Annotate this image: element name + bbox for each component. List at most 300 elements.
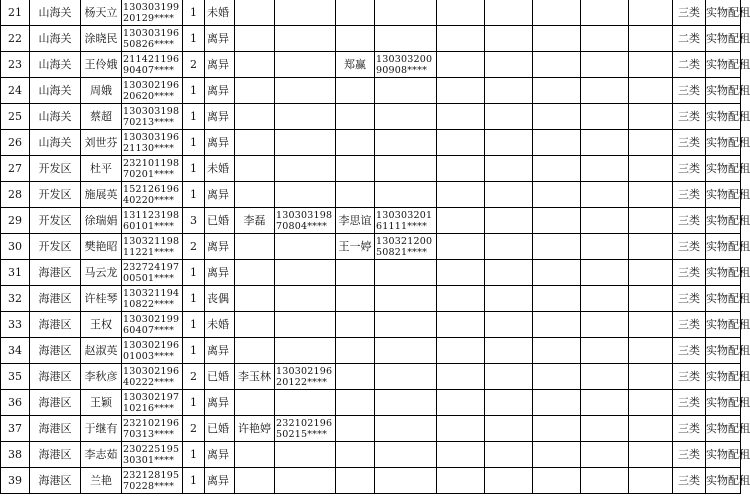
blank-cell (533, 390, 581, 416)
blank-cell (437, 286, 485, 312)
allocation-mode-cell: 实物配租 (706, 182, 741, 208)
applicant-name-cell: 李志茹 (81, 442, 122, 468)
household-size-cell: 1 (183, 78, 205, 104)
household-size-cell: 1 (183, 390, 205, 416)
row-number-cell: 21 (1, 0, 30, 26)
blank-cell (581, 182, 629, 208)
member-id-cell (375, 312, 437, 338)
blank-cell (485, 156, 533, 182)
applicant-name-cell: 杨天立 (81, 0, 122, 26)
applicant-name-cell: 于继有 (81, 416, 122, 442)
spouse-name-cell (235, 52, 275, 78)
blank-cell (581, 52, 629, 78)
marital-status-cell: 离异 (205, 468, 235, 494)
blank-cell (629, 78, 673, 104)
marital-status-cell: 离异 (205, 26, 235, 52)
allocation-mode-cell: 实物配租 (706, 390, 741, 416)
category-cell: 三类 (673, 78, 706, 104)
household-size-cell: 1 (183, 312, 205, 338)
table-row (1, 182, 741, 208)
blank-cell (533, 468, 581, 494)
row-number-cell: 29 (1, 208, 30, 234)
applicant-name-cell: 徐瑞娟 (81, 208, 122, 234)
row-number-cell: 36 (1, 390, 30, 416)
applicant-name-cell: 施展英 (81, 182, 122, 208)
member-name-cell (336, 130, 375, 156)
category-cell: 三类 (673, 182, 706, 208)
blank-cell (437, 208, 485, 234)
category-cell: 三类 (673, 416, 706, 442)
allocation-mode-cell: 实物配租 (706, 468, 741, 494)
blank-cell (437, 182, 485, 208)
member-name-cell (336, 416, 375, 442)
blank-cell (485, 390, 533, 416)
marital-status-cell: 已婚 (205, 416, 235, 442)
row-number-cell: 38 (1, 442, 30, 468)
member-name-cell (336, 390, 375, 416)
table-row (1, 234, 741, 260)
spouse-name-cell (235, 312, 275, 338)
applicant-id-cell: 230225195 30301**** (122, 442, 183, 468)
marital-status-cell: 离异 (205, 338, 235, 364)
marital-status-cell: 离异 (205, 234, 235, 260)
spouse-name-cell (235, 468, 275, 494)
table-row (1, 286, 741, 312)
spouse-id-cell (275, 468, 336, 494)
applicant-id-cell: 130302196 01003**** (122, 338, 183, 364)
table-row (1, 156, 741, 182)
spouse-name-cell: 李磊 (235, 208, 275, 234)
blank-cell (629, 104, 673, 130)
row-number-cell: 26 (1, 130, 30, 156)
table-row (1, 312, 741, 338)
blank-cell (437, 234, 485, 260)
district-cell: 山海关 (30, 104, 81, 130)
marital-status-cell: 未婚 (205, 0, 235, 26)
spouse-name-cell: 许艳婷 (235, 416, 275, 442)
row-number-cell: 33 (1, 312, 30, 338)
blank-cell (533, 130, 581, 156)
member-id-cell (375, 182, 437, 208)
spouse-id-cell (275, 286, 336, 312)
blank-cell (533, 260, 581, 286)
spouse-name-cell (235, 182, 275, 208)
district-cell: 海港区 (30, 260, 81, 286)
household-size-cell: 1 (183, 442, 205, 468)
district-cell: 山海关 (30, 52, 81, 78)
blank-cell (581, 338, 629, 364)
row-number-cell: 30 (1, 234, 30, 260)
applicant-name-cell: 王颖 (81, 390, 122, 416)
category-cell: 三类 (673, 234, 706, 260)
table-row (1, 338, 741, 364)
applicant-id-cell: 130303199 20129**** (122, 0, 183, 26)
table-row (1, 104, 741, 130)
spouse-id-cell: 130303198 70804**** (275, 208, 336, 234)
spouse-id-cell (275, 52, 336, 78)
allocation-mode-cell: 实物配租 (706, 130, 741, 156)
spouse-id-cell (275, 312, 336, 338)
allocation-mode-cell: 实物配租 (706, 286, 741, 312)
blank-cell (581, 468, 629, 494)
member-name-cell (336, 104, 375, 130)
applicant-id-cell: 130302197 10216**** (122, 390, 183, 416)
district-cell: 海港区 (30, 442, 81, 468)
blank-cell (533, 364, 581, 390)
table-row (1, 130, 741, 156)
blank-cell (533, 78, 581, 104)
blank-cell (485, 442, 533, 468)
district-cell: 海港区 (30, 312, 81, 338)
spouse-name-cell (235, 156, 275, 182)
spouse-id-cell (275, 130, 336, 156)
blank-cell (437, 78, 485, 104)
blank-cell (533, 182, 581, 208)
blank-cell (629, 312, 673, 338)
allocation-mode-cell: 实物配租 (706, 442, 741, 468)
member-name-cell (336, 286, 375, 312)
blank-cell (437, 364, 485, 390)
spouse-name-cell (235, 442, 275, 468)
blank-cell (485, 468, 533, 494)
marital-status-cell: 离异 (205, 390, 235, 416)
marital-status-cell: 离异 (205, 104, 235, 130)
applicant-name-cell: 李秋彦 (81, 364, 122, 390)
member-name-cell (336, 260, 375, 286)
table-row (1, 26, 741, 52)
blank-cell (485, 52, 533, 78)
category-cell: 三类 (673, 0, 706, 26)
member-id-cell (375, 0, 437, 26)
district-cell: 海港区 (30, 468, 81, 494)
blank-cell (533, 0, 581, 26)
table-row (1, 442, 741, 468)
blank-cell (533, 312, 581, 338)
category-cell: 三类 (673, 364, 706, 390)
marital-status-cell: 离异 (205, 182, 235, 208)
member-name-cell (336, 338, 375, 364)
member-id-cell (375, 390, 437, 416)
blank-cell (485, 78, 533, 104)
household-size-cell: 1 (183, 182, 205, 208)
member-name-cell (336, 182, 375, 208)
blank-cell (581, 26, 629, 52)
applicant-id-cell: 211421196 90407**** (122, 52, 183, 78)
spouse-id-cell (275, 182, 336, 208)
blank-cell (437, 312, 485, 338)
blank-cell (485, 416, 533, 442)
allocation-mode-cell: 实物配租 (706, 260, 741, 286)
blank-cell (581, 442, 629, 468)
blank-cell (485, 104, 533, 130)
district-cell: 海港区 (30, 286, 81, 312)
applicant-id-cell: 130303196 50826**** (122, 26, 183, 52)
blank-cell (581, 78, 629, 104)
spouse-id-cell (275, 26, 336, 52)
row-number-cell: 31 (1, 260, 30, 286)
blank-cell (437, 390, 485, 416)
district-cell: 开发区 (30, 234, 81, 260)
spouse-id-cell (275, 156, 336, 182)
blank-cell (437, 416, 485, 442)
member-name-cell (336, 468, 375, 494)
category-cell: 三类 (673, 156, 706, 182)
row-number-cell: 25 (1, 104, 30, 130)
table-row (1, 416, 741, 442)
applicant-name-cell: 兰艳 (81, 468, 122, 494)
blank-cell (629, 26, 673, 52)
applicant-id-cell: 130303196 21130**** (122, 130, 183, 156)
household-size-cell: 1 (183, 104, 205, 130)
row-number-cell: 23 (1, 52, 30, 78)
spouse-name-cell (235, 260, 275, 286)
member-id-cell (375, 416, 437, 442)
household-size-cell: 2 (183, 416, 205, 442)
blank-cell (629, 234, 673, 260)
district-cell: 山海关 (30, 130, 81, 156)
blank-cell (485, 182, 533, 208)
household-size-cell: 1 (183, 130, 205, 156)
allocation-mode-cell: 实物配租 (706, 0, 741, 26)
member-id-cell: 130321200 50821**** (375, 234, 437, 260)
member-id-cell (375, 130, 437, 156)
applicant-id-cell: 130302196 40222**** (122, 364, 183, 390)
blank-cell (629, 260, 673, 286)
blank-cell (581, 364, 629, 390)
row-number-cell: 24 (1, 78, 30, 104)
blank-cell (581, 312, 629, 338)
member-name-cell (336, 364, 375, 390)
district-cell: 海港区 (30, 390, 81, 416)
district-cell: 海港区 (30, 416, 81, 442)
member-name-cell (336, 442, 375, 468)
category-cell: 三类 (673, 390, 706, 416)
blank-cell (629, 208, 673, 234)
applicant-id-cell: 130302196 20620**** (122, 78, 183, 104)
blank-cell (581, 0, 629, 26)
blank-cell (485, 26, 533, 52)
member-id-cell (375, 104, 437, 130)
district-cell: 海港区 (30, 338, 81, 364)
blank-cell (533, 52, 581, 78)
allocation-mode-cell: 实物配租 (706, 78, 741, 104)
table-row (1, 208, 741, 234)
category-cell: 三类 (673, 442, 706, 468)
table-row (1, 0, 741, 26)
applicant-name-cell: 周娥 (81, 78, 122, 104)
category-cell: 三类 (673, 312, 706, 338)
applicant-name-cell: 刘世芬 (81, 130, 122, 156)
marital-status-cell: 未婚 (205, 156, 235, 182)
row-number-cell: 37 (1, 416, 30, 442)
member-name-cell: 李思谊 (336, 208, 375, 234)
allocation-mode-cell: 实物配租 (706, 338, 741, 364)
blank-cell (629, 416, 673, 442)
blank-cell (485, 260, 533, 286)
blank-cell (629, 182, 673, 208)
household-size-cell: 2 (183, 234, 205, 260)
applicant-id-cell: 130302199 60407**** (122, 312, 183, 338)
applicant-id-cell: 232101198 70201**** (122, 156, 183, 182)
applicant-id-cell: 232128195 70228**** (122, 468, 183, 494)
table-row (1, 78, 741, 104)
spouse-name-cell (235, 286, 275, 312)
blank-cell (485, 234, 533, 260)
blank-cell (581, 156, 629, 182)
member-name-cell (336, 156, 375, 182)
household-size-cell: 3 (183, 208, 205, 234)
applicant-id-cell: 152126196 40220**** (122, 182, 183, 208)
blank-cell (629, 130, 673, 156)
table-row (1, 468, 741, 494)
marital-status-cell: 离异 (205, 130, 235, 156)
allocation-mode-cell: 实物配租 (706, 156, 741, 182)
blank-cell (437, 26, 485, 52)
category-cell: 二类 (673, 52, 706, 78)
district-cell: 山海关 (30, 26, 81, 52)
blank-cell (533, 286, 581, 312)
blank-cell (533, 26, 581, 52)
blank-cell (437, 130, 485, 156)
blank-cell (437, 52, 485, 78)
applicant-id-cell: 232102196 70313**** (122, 416, 183, 442)
marital-status-cell: 离异 (205, 52, 235, 78)
marital-status-cell: 已婚 (205, 208, 235, 234)
marital-status-cell: 离异 (205, 442, 235, 468)
blank-cell (629, 390, 673, 416)
spouse-name-cell: 李玉林 (235, 364, 275, 390)
member-id-cell (375, 26, 437, 52)
member-id-cell (375, 442, 437, 468)
category-cell: 三类 (673, 104, 706, 130)
row-number-cell: 27 (1, 156, 30, 182)
member-id-cell: 130303201 61111**** (375, 208, 437, 234)
household-size-cell: 1 (183, 468, 205, 494)
district-cell: 开发区 (30, 208, 81, 234)
district-cell: 海港区 (30, 364, 81, 390)
blank-cell (437, 104, 485, 130)
blank-cell (485, 0, 533, 26)
table-row (1, 52, 741, 78)
spouse-id-cell (275, 104, 336, 130)
member-id-cell (375, 286, 437, 312)
category-cell: 三类 (673, 208, 706, 234)
household-size-cell: 2 (183, 364, 205, 390)
member-id-cell (375, 78, 437, 104)
applicant-name-cell: 王权 (81, 312, 122, 338)
member-name-cell: 王一婷 (336, 234, 375, 260)
spouse-name-cell (235, 0, 275, 26)
allocation-mode-cell: 实物配租 (706, 312, 741, 338)
blank-cell (581, 130, 629, 156)
table-row (1, 390, 741, 416)
member-name-cell (336, 312, 375, 338)
applicant-name-cell: 樊艳昭 (81, 234, 122, 260)
applicant-id-cell: 131123198 60101**** (122, 208, 183, 234)
blank-cell (629, 52, 673, 78)
spouse-name-cell (235, 390, 275, 416)
applicant-id-cell: 130303198 70213**** (122, 104, 183, 130)
blank-cell (581, 390, 629, 416)
spouse-id-cell (275, 390, 336, 416)
blank-cell (533, 234, 581, 260)
spouse-id-cell (275, 234, 336, 260)
member-name-cell (336, 26, 375, 52)
blank-cell (533, 156, 581, 182)
member-name-cell (336, 0, 375, 26)
applicant-name-cell: 杜平 (81, 156, 122, 182)
member-id-cell (375, 260, 437, 286)
marital-status-cell: 未婚 (205, 312, 235, 338)
spouse-id-cell (275, 442, 336, 468)
allocation-mode-cell: 实物配租 (706, 416, 741, 442)
district-cell: 开发区 (30, 156, 81, 182)
blank-cell (437, 156, 485, 182)
marital-status-cell: 离异 (205, 260, 235, 286)
spouse-id-cell (275, 260, 336, 286)
household-size-cell: 1 (183, 260, 205, 286)
blank-cell (581, 234, 629, 260)
blank-cell (629, 364, 673, 390)
applicant-id-cell: 130321194 10822**** (122, 286, 183, 312)
allocation-mode-cell: 实物配租 (706, 234, 741, 260)
spouse-id-cell (275, 0, 336, 26)
applicant-name-cell: 马云龙 (81, 260, 122, 286)
row-number-cell: 22 (1, 26, 30, 52)
household-size-cell: 1 (183, 286, 205, 312)
row-number-cell: 34 (1, 338, 30, 364)
spouse-name-cell (235, 130, 275, 156)
blank-cell (437, 260, 485, 286)
blank-cell (533, 416, 581, 442)
allocation-mode-cell: 实物配租 (706, 26, 741, 52)
blank-cell (629, 442, 673, 468)
blank-cell (581, 208, 629, 234)
marital-status-cell: 已婚 (205, 364, 235, 390)
blank-cell (485, 364, 533, 390)
blank-cell (485, 208, 533, 234)
table-body (1, 0, 750, 494)
spouse-id-cell (275, 78, 336, 104)
category-cell: 三类 (673, 130, 706, 156)
member-id-cell (375, 468, 437, 494)
member-id-cell (375, 338, 437, 364)
blank-cell (437, 468, 485, 494)
district-cell: 山海关 (30, 0, 81, 26)
blank-cell (533, 338, 581, 364)
spouse-name-cell (235, 338, 275, 364)
blank-cell (581, 286, 629, 312)
spouse-name-cell (235, 78, 275, 104)
household-size-cell: 2 (183, 52, 205, 78)
spouse-id-cell: 130302196 20122**** (275, 364, 336, 390)
district-cell: 开发区 (30, 182, 81, 208)
blank-cell (533, 104, 581, 130)
category-cell: 三类 (673, 338, 706, 364)
blank-cell (533, 442, 581, 468)
table-row (1, 364, 741, 390)
blank-cell (629, 338, 673, 364)
category-cell: 三类 (673, 286, 706, 312)
blank-cell (437, 0, 485, 26)
member-id-cell: 130303200 90908**** (375, 52, 437, 78)
blank-cell (485, 312, 533, 338)
row-number-cell: 28 (1, 182, 30, 208)
allocation-mode-cell: 实物配租 (706, 104, 741, 130)
district-cell: 山海关 (30, 78, 81, 104)
blank-cell (581, 260, 629, 286)
blank-cell (581, 104, 629, 130)
